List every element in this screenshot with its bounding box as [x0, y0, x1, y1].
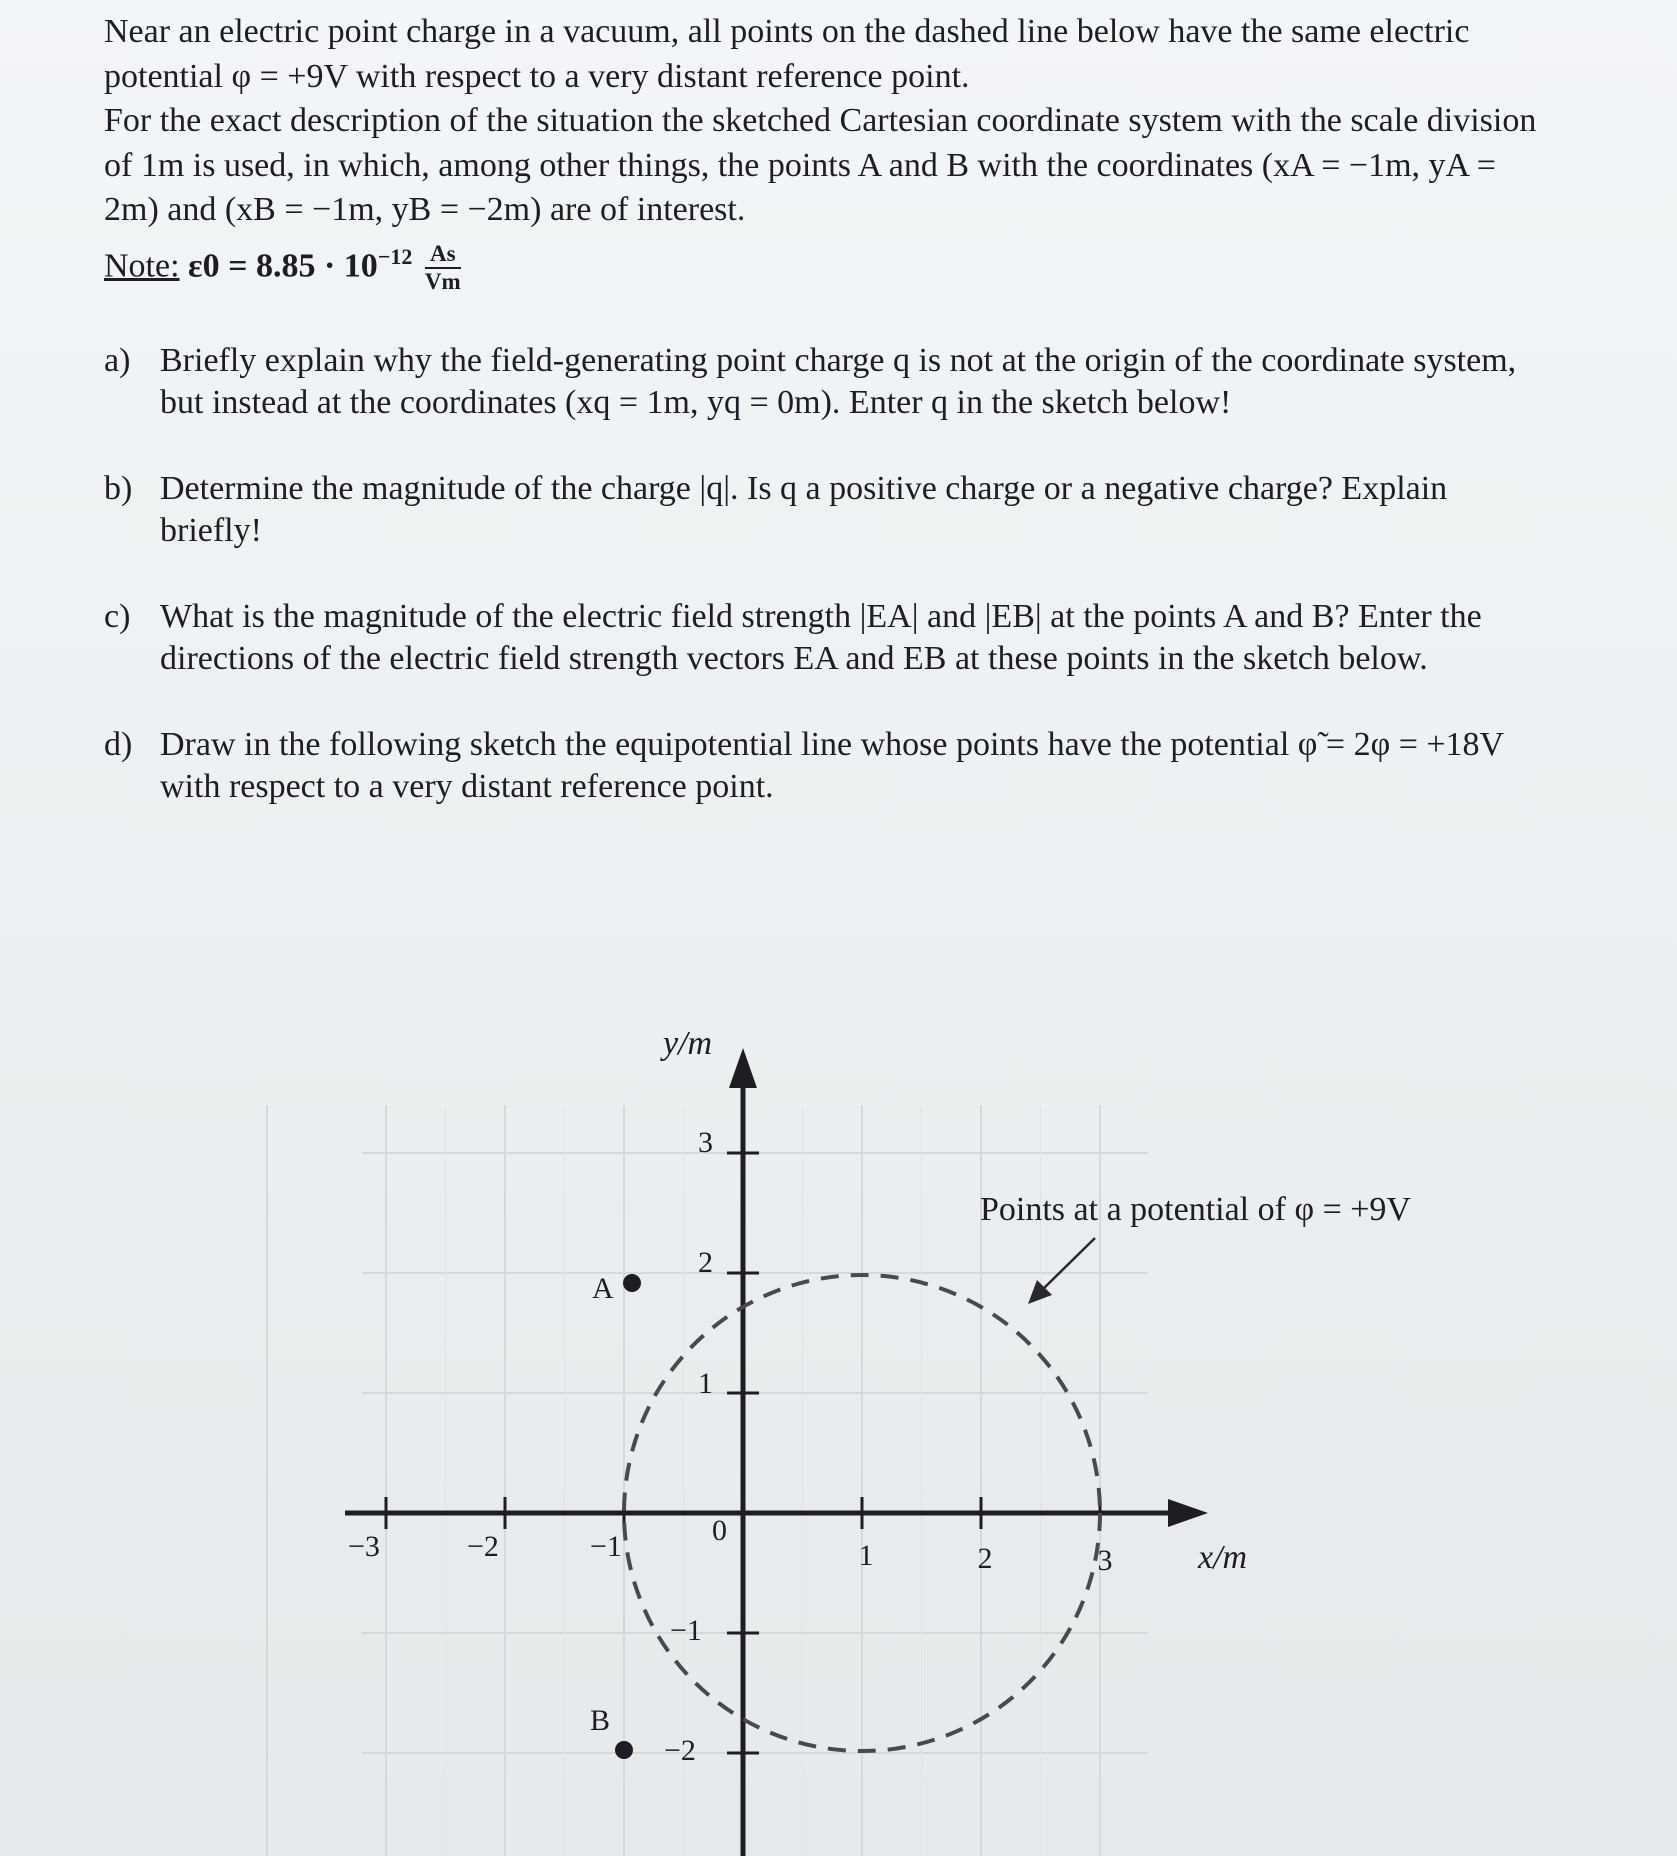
epsilon-formula: ε0 = 8.85 · 10 [188, 246, 378, 284]
x-tick-label-3: 3 [1097, 1544, 1113, 1577]
task-d-label: d) [104, 726, 133, 763]
task-a-text: Briefly explain why the field-generating point charge q is not at the origin of the coordinate system, but instead at the coordinates (xq = 1m, yq = 0m). Enter q in the sketch below! [160, 342, 1517, 421]
x-tick-label-1: 1 [858, 1539, 874, 1572]
y-tick-label-neg1: −1 [670, 1614, 702, 1647]
x-axis-arrow [1168, 1499, 1208, 1527]
origin-label: 0 [712, 1514, 727, 1547]
point-b-dot [615, 1741, 633, 1759]
task-b-text: Determine the magnitude of the charge |q|. Is q a positive charge or a negative charge? Explain briefly! [160, 470, 1448, 549]
x-tick-label-neg2: −2 [467, 1530, 499, 1563]
x-axis-label: x/m [1198, 1539, 1248, 1576]
x-tick-label-neg1: −1 [590, 1530, 622, 1563]
y-tick-label-neg2: −2 [664, 1734, 696, 1767]
task-d-text: Draw in the following sketch the equipotential line whose points have the potential φ̃ = 2φ = +18V with respect to a very distant reference point. [160, 726, 1504, 805]
point-b-label: B [590, 1704, 611, 1737]
intro-paragraph-1: Near an electric point charge in a vacuum, all points on the dashed line below have the same electric potential φ = +9V with respect to a very distant reference point. [104, 13, 1470, 95]
task-c-label: c) [104, 598, 131, 635]
epsilon-unit-numerator: As [425, 241, 461, 269]
task-b-label: b) [104, 470, 133, 507]
y-tick-label-3: 3 [698, 1126, 713, 1159]
epsilon-unit-denominator: Vm [424, 269, 461, 295]
x-tick-label-neg3: −3 [348, 1530, 380, 1563]
y-tick-label-1: 1 [698, 1367, 713, 1400]
y-axis-label: y/m [663, 1025, 713, 1062]
x-tick-label-2: 2 [977, 1542, 993, 1575]
annotation-pointer [1040, 1238, 1095, 1292]
point-a-label: A [592, 1272, 614, 1305]
epsilon-exponent: −12 [377, 243, 413, 269]
task-c-text: What is the magnitude of the electric field strength |EA| and |EB| at the points A and B? Enter the directions of the electric field strength vectors EA and EB at these points in the sketch below. [160, 598, 1482, 677]
intro-paragraph-2: For the exact description of the situation the sketched Cartesian coordinate system with the scale division of 1m is used, in which, among other things, the points A and B with the coordinates (xA = −1m, yA = 2m) and (xB = −1m, yB = −2m) are of interest. [104, 102, 1537, 228]
point-a-dot [623, 1274, 641, 1292]
y-tick-label-2: 2 [698, 1246, 713, 1279]
task-a-label: a) [104, 342, 131, 379]
y-axis-arrow [729, 1048, 757, 1088]
note-label: Note: [104, 246, 180, 284]
potential-annotation: Points at a potential of φ = +9V [980, 1191, 1411, 1228]
